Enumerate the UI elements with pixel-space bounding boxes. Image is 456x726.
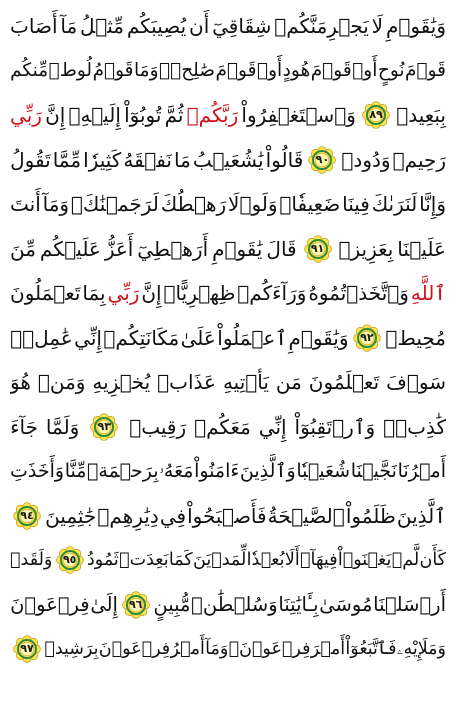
word: تَعۡلَمُونَ (308, 370, 380, 395)
word: وَيَٰقَوۡمِ (385, 14, 446, 39)
word: إِلَيۡهِۚ (68, 103, 121, 128)
word: بِبَعِيدٖ (396, 103, 446, 128)
word: مَعَكُمۡ (194, 414, 251, 439)
word: فَٱتَّبَعُوٓاْ (345, 639, 397, 660)
word: بَعِدَتۡ (119, 550, 169, 571)
word: تَعۡمَلُونَ (10, 281, 81, 306)
ayah-number-marker (304, 235, 332, 263)
word: مِّنكُم (10, 59, 49, 81)
word: وَمَا (134, 59, 159, 81)
word: سَوۡفَ (386, 370, 446, 395)
word: وَلَقَدۡ (10, 550, 53, 571)
word: يَجۡرِمَنَّكُمۡ (274, 14, 369, 39)
word: مِّمَّا (52, 147, 82, 172)
text-line (10, 538, 446, 583)
divine-name-word: رَبَّكُمۡ (186, 103, 239, 128)
ayah-number-marker (13, 635, 41, 663)
text-line (10, 182, 446, 227)
text-line (10, 271, 446, 316)
word: أَوۡ (256, 59, 283, 81)
text-line (10, 405, 446, 450)
word: رَهۡطُكَ (160, 192, 227, 217)
word: وَدُودٞ (341, 147, 391, 172)
word: صَٰلِحٖۚ (159, 59, 215, 81)
ayah-number-marker (56, 546, 84, 574)
word: عَلَيۡكُم (39, 236, 101, 261)
word: لُوطٖ (48, 59, 93, 81)
word: إِنِّي (74, 325, 102, 350)
word: وَأَخَذَتِ (10, 460, 65, 483)
word: وَمَنۡ (37, 370, 86, 395)
word: هُوَ (10, 370, 31, 395)
word: لَرَجَمۡنَٰكَۖ (70, 192, 159, 217)
word: وَلَوۡلَا (228, 192, 278, 217)
word: فِي (159, 503, 187, 528)
word: قَالَ (266, 236, 297, 261)
word: شِقَاقِيٓ (212, 14, 272, 39)
text-line (10, 627, 446, 672)
word: يَٰقَوۡمِ (212, 236, 263, 261)
word: كَأَن (419, 550, 446, 571)
word: مِّنَ (10, 236, 36, 261)
ayah-number-marker (13, 502, 41, 530)
word: ٱلَّذِينَ (396, 503, 446, 528)
word: ٱلصَّيۡحَةُ (267, 503, 345, 528)
word: مَعَهُۥ (159, 460, 194, 483)
word: لَنَرَىٰكَ (371, 192, 418, 217)
word: أَنتَ (10, 192, 41, 217)
word: دِيَٰرِهِمۡ (97, 503, 159, 528)
word: فِينَا (342, 192, 370, 217)
word: ٱعۡمَلُواْ (217, 325, 288, 350)
ayah-number-marker (90, 413, 118, 441)
word: لَا (371, 14, 384, 39)
word: أَمۡرُ (170, 639, 205, 660)
word: يُخۡزِيهِ (92, 370, 151, 395)
text-line (10, 583, 446, 628)
word: كَثِيرٗا (83, 147, 122, 172)
word: وَٱتَّخَذۡتُمُوهُ (308, 281, 409, 306)
word: مِّنَّا (64, 460, 87, 483)
word: قَوۡمَ (215, 59, 257, 81)
word: نُوحٍ (377, 59, 405, 81)
word: مُوسَىٰ (319, 592, 373, 616)
ayah-number: ٩١ (310, 241, 325, 255)
word: وَسُلۡطَٰنٖ (191, 592, 278, 616)
word: إِنِّي (258, 414, 287, 439)
word: ظِهۡرِيًّاۖ (163, 281, 236, 306)
word: وَرَآءَكُمۡ (237, 281, 307, 306)
word: فِرۡعَوۡنَ (98, 639, 171, 660)
word: جَآءَ (10, 414, 38, 439)
word: مُحِيطٞ (385, 325, 446, 350)
word: وَإِنَّا (419, 192, 446, 217)
word: عَذَابٞ (157, 370, 216, 395)
word: فِيهَآۗ (300, 550, 338, 571)
word: وَٱرۡتَقِبُوٓاْ (294, 414, 376, 439)
ayah-number: ٩٧ (20, 642, 34, 656)
text-line (10, 449, 446, 494)
word: مَا (173, 147, 191, 172)
text-line (10, 360, 446, 405)
word: قَوۡمُ (92, 59, 134, 81)
word: وَيَٰقَوۡمِ (288, 325, 349, 350)
word: لَّمۡ (391, 550, 420, 571)
word: ثُمَّ (164, 103, 184, 128)
word: وَٱلَّذِينَ (239, 460, 296, 483)
word: أَمۡرَ (310, 639, 346, 660)
word: رَقِيبٞ (129, 414, 187, 439)
word: بِرَحۡمَةٖ (87, 460, 159, 483)
text-line (10, 227, 446, 272)
word: ضَعِيفٗاۖ (279, 192, 341, 217)
word: يُصِيبَكُم (126, 14, 187, 39)
word: نَجَّيۡنَا (350, 460, 397, 483)
word: وَلَمَّا (45, 414, 80, 439)
word: إِنَّ (141, 281, 162, 306)
word: وَمَآ (205, 639, 229, 660)
word: وَمَآ (42, 192, 70, 217)
word: شُعَيۡبٗا (296, 460, 351, 483)
word: مَن (275, 370, 302, 395)
word: إِلَىٰ (90, 592, 118, 616)
word: وَمَلَإِيْهِۦ (396, 639, 446, 660)
word: أَرَهۡطِيٓ (137, 236, 209, 261)
word: ظَلَمُواْ (345, 503, 396, 528)
word: أَلَا (284, 550, 300, 571)
word: مُّبِينٍ (153, 592, 191, 616)
text-line (10, 316, 446, 361)
word: هُودٍ (282, 59, 311, 81)
ayah-number: ٨٩ (369, 108, 383, 122)
word: وَٱسۡتَغۡفِرُواْ (241, 103, 356, 128)
word: جَٰثِمِينَ (45, 503, 97, 528)
ayah-number-marker (122, 591, 150, 619)
ayah-number: ٩٢ (360, 330, 374, 344)
word: عَلَيۡنَا (397, 236, 446, 261)
word: فِرۡعَوۡنَۖ (228, 639, 311, 660)
word: أَصَابَ (10, 14, 58, 39)
word: رَحِيمٞ (392, 147, 446, 172)
word: بِمَا (82, 281, 106, 306)
divine-name-word: رَبِّي (10, 103, 42, 128)
text-line (10, 138, 446, 183)
text-line (10, 93, 446, 138)
word: إِنَّ (45, 103, 66, 128)
divine-name-word: رَبِّي (107, 281, 140, 306)
ayah-number: ٩٤ (20, 508, 34, 522)
word: يَأۡتِيهِ (222, 370, 269, 395)
word: بُعۡدٗا (246, 550, 285, 571)
ayah-number: ٩٣ (97, 419, 112, 433)
word: بِرَشِيدٖ (44, 639, 99, 660)
word: بِعَزِيزٖ (338, 236, 394, 261)
ayah-number-marker (308, 146, 336, 174)
word: يَٰشُعَيۡبُ (192, 147, 264, 172)
word: بِـَٔايَٰتِنَا (278, 592, 319, 616)
word: مَكَانَتِكُمۡ (103, 325, 180, 350)
word: مَآ (60, 14, 78, 39)
divine-name-word: ٱللَّهِ (410, 281, 446, 306)
word: تُوبُوٓاْ (124, 103, 162, 128)
word: قَالُواْ (265, 147, 304, 172)
word: ءَامَنُواْ (194, 460, 240, 483)
word: مِّثۡلُ (80, 14, 124, 39)
word: نَفۡقَهُ (123, 147, 172, 172)
word: أَن (189, 14, 210, 39)
word: لِّمَدۡيَنَ (193, 550, 247, 571)
word: قَوۡمَ (405, 59, 446, 81)
word: فِرۡعَوۡنَ (10, 592, 90, 616)
ayah-number: ٩٦ (128, 597, 143, 611)
word: عَلَىٰ (180, 325, 216, 350)
word: كَٰذِبٞۖ (383, 414, 446, 439)
word: تَقُولُ (10, 147, 51, 172)
ayah-number-marker (362, 101, 390, 129)
word: قَوۡمَ (310, 59, 352, 81)
word: ثَمُودُ (86, 550, 119, 571)
ayah-number: ٩٥ (62, 553, 77, 567)
text-line (10, 49, 446, 94)
word: كَمَا (168, 550, 193, 571)
word: أَمۡرُنَا (397, 460, 446, 483)
word: يَغۡنَوۡاْ (337, 550, 392, 571)
word: أَعَزُّ (104, 236, 134, 261)
word: أَوۡ (352, 59, 378, 81)
ayah-number: ٩٠ (315, 152, 330, 166)
word: أَرۡسَلۡنَا (373, 592, 446, 616)
word: فَأَصۡبَحُواْ (187, 503, 267, 528)
word: عَٰمِلٞۖ (10, 325, 73, 350)
text-line (10, 494, 446, 539)
ayah-number-marker (353, 324, 381, 352)
text-line (10, 4, 446, 49)
